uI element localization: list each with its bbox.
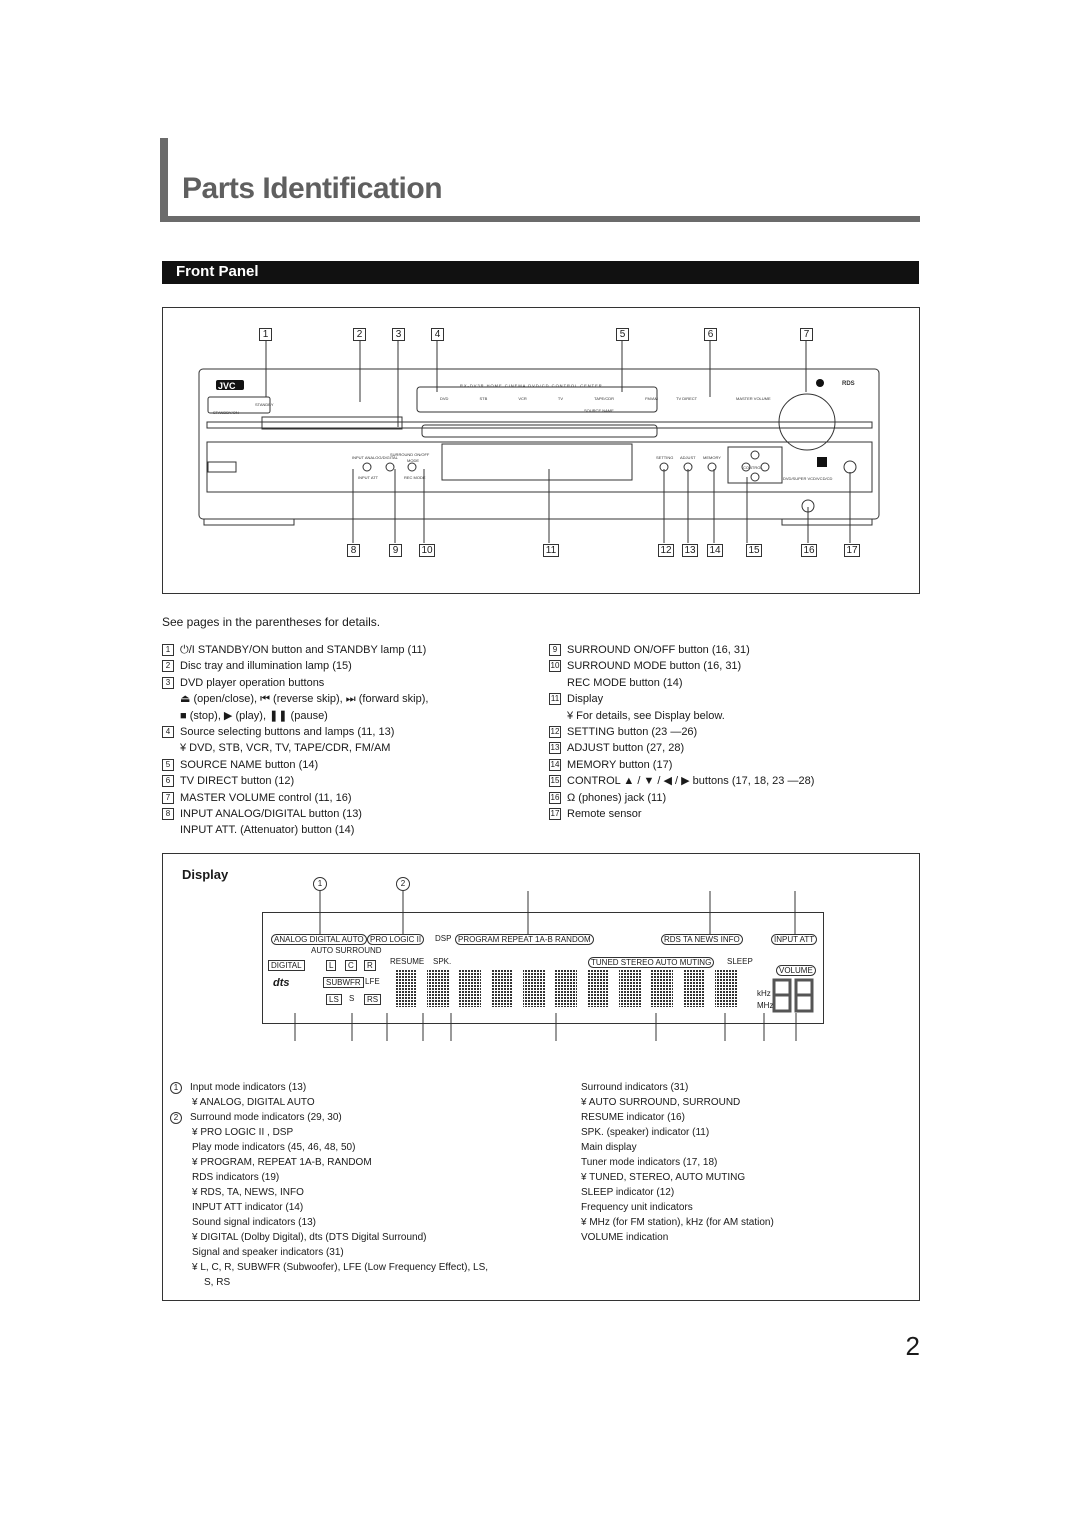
section-title: Front Panel <box>176 263 259 280</box>
callout-15: 15 <box>746 544 762 557</box>
main-dot-matrix-display <box>393 967 753 1011</box>
list-item: 16 Ω (phones) jack (11) <box>550 791 667 804</box>
input-att-indicator: INPUT ATT <box>771 934 817 945</box>
section-header-bar <box>162 261 919 284</box>
master-volume-label: MASTER VOLUME <box>736 396 771 401</box>
tuner-indicators: TUNED STEREO AUTO MUTING <box>588 957 714 968</box>
input-analog-digital-label: INPUT ANALOG/DIGITAL <box>352 455 398 460</box>
list-item: ¥ For details, see Display below. <box>567 709 725 722</box>
callout-12: 12 <box>658 544 674 557</box>
input-mode-indicators: ANALOG DIGITAL AUTO <box>271 934 367 945</box>
auto-surround-indicator: AUTO SURROUND <box>311 946 382 955</box>
source-tv[interactable]: TV <box>557 396 563 401</box>
callout-8: 8 <box>347 544 360 557</box>
model-text: RX-DV3R HOME CINEMA DVD/CD CONTROL CENTER <box>460 383 603 388</box>
list-item: Main display <box>581 1142 637 1153</box>
list-item: 9 SURROUND ON/OFF button (16, 31) <box>549 642 814 658</box>
speaker-l: L <box>326 960 336 971</box>
list-item: 2 Surround mode indicators (29, 30) <box>170 1110 488 1125</box>
list-item: 12 SETTING button (23 —26) <box>550 726 698 739</box>
list-item: 10 SURROUND MODE button (16, 31) <box>550 660 742 673</box>
list-item: 4 Source selecting buttons and lamps (11, 13) <box>162 724 428 740</box>
rec-mode-label: REC MODE <box>404 475 426 480</box>
title-rule <box>160 216 920 222</box>
sleep-indicator: SLEEP <box>727 957 753 966</box>
source-stb[interactable]: STB <box>479 396 488 401</box>
play-mode-indicators: PROGRAM REPEAT 1A-B RANDOM <box>455 934 594 945</box>
list-item: INPUT ATT. (Attenuator) button (14) <box>180 824 355 837</box>
list-item: 11 Display <box>550 693 604 706</box>
resume-indicator: RESUME <box>390 957 425 966</box>
list-item: S, RS <box>204 1277 231 1288</box>
speaker-ls: LS <box>326 994 342 1005</box>
source-vcr[interactable]: VCR <box>518 396 527 401</box>
list-item: Signal and speaker indicators (31) <box>192 1247 344 1258</box>
source-buttons <box>440 396 658 401</box>
list-item: Tuner mode indicators (17, 18) <box>581 1157 718 1168</box>
list-item: Sound signal indicators (13) <box>192 1217 316 1228</box>
surround-label: SURROUND ON/OFF <box>390 452 430 457</box>
list-item: 2 Disc tray and illumination lamp (15) <box>162 658 428 674</box>
callout-16: 16 <box>801 544 817 557</box>
callout-17: 17 <box>844 544 860 557</box>
callout-6: 6 <box>704 328 717 341</box>
dts-indicator: dts <box>273 977 290 989</box>
subwfr-indicator: SUBWFR <box>323 977 364 988</box>
list-item: ¥ DIGITAL (Dolby Digital), dts (DTS Digital Surround) <box>192 1232 427 1243</box>
brand-logo: JVC <box>218 381 236 391</box>
list-item: 8 INPUT ANALOG/DIGITAL button (13) <box>162 806 428 822</box>
list-item: ¥ PRO LOGIC II , DSP <box>192 1127 294 1138</box>
dolby-digital-indicator: DIGITAL <box>268 960 305 971</box>
spk-indicator: SPK. <box>433 957 452 966</box>
callout-1: 1 <box>259 328 272 341</box>
list-item: 7 MASTER VOLUME control (11, 16) <box>162 790 428 806</box>
list-item: ¥ TUNED, STEREO, AUTO MUTING <box>581 1172 746 1183</box>
memory-label: MEMORY <box>703 455 721 460</box>
prologic-indicator: PRO LOGIC II <box>367 934 424 945</box>
power-label: STANDBY/ON <box>213 410 239 415</box>
page-title: Parts Identification <box>182 172 443 205</box>
rds-logo: RDS <box>842 381 855 387</box>
source-name-label: SOURCE NAME <box>584 408 614 413</box>
list-item: 6 TV DIRECT button (12) <box>162 773 428 789</box>
display-list-right <box>581 1080 774 1245</box>
volume-indicator: VOLUME <box>776 965 816 976</box>
list-item: Surround indicators (31) <box>581 1082 689 1093</box>
list-item: SLEEP indicator (12) <box>581 1187 675 1198</box>
khz-indicator: kHz <box>757 989 771 998</box>
callout-13: 13 <box>682 544 698 557</box>
speaker-r: R <box>364 960 376 971</box>
list-item: 5 SOURCE NAME button (14) <box>162 757 428 773</box>
list-item: 13 ADJUST button (27, 28) <box>550 742 685 755</box>
lcd-display <box>262 912 824 1024</box>
display-title: Display <box>182 867 229 882</box>
list-item: RDS indicators (19) <box>192 1172 280 1183</box>
list-item: ¥ ANALOG, DIGITAL AUTO <box>192 1097 315 1108</box>
title-accent-bar <box>160 138 168 222</box>
list-item: 17 Remote sensor <box>550 808 642 821</box>
callout-2: 2 <box>353 328 366 341</box>
list-item: INPUT ATT indicator (14) <box>192 1202 304 1213</box>
callout-11: 11 <box>543 544 559 557</box>
list-item: Play mode indicators (45, 46, 48, 50) <box>192 1142 356 1153</box>
list-item: 15 CONTROL ▲ / ▼ / ◀ / ▶ buttons (17, 18, 23 —28) <box>550 775 815 788</box>
details-note: See pages in the parentheses for details. <box>162 615 381 629</box>
callout-10: 10 <box>419 544 435 557</box>
list-item: REC MODE button (14) <box>567 676 683 689</box>
callout-9: 9 <box>389 544 402 557</box>
source-fmam[interactable]: FM/AM <box>645 396 658 401</box>
list-item: 3 DVD player operation buttons <box>162 675 428 691</box>
parts-list-left <box>162 642 428 839</box>
list-item: ¥ L, C, R, SUBWFR (Subwoofer), LFE (Low Frequency Effect), LS, <box>192 1262 489 1273</box>
volume-7seg-display <box>771 977 817 1015</box>
list-item: ⏏ (open/close), ⏮ (reverse skip), ⏭ (forward skip), <box>180 693 429 706</box>
list-item: RESUME indicator (16) <box>581 1112 685 1123</box>
callout-3: 3 <box>392 328 405 341</box>
list-item: 1 Input mode indicators (13) <box>170 1080 488 1095</box>
list-item: 1 ⏻/I STANDBY/ON button and STANDBY lamp (11) <box>162 642 428 658</box>
mode-label: MODE <box>407 458 419 463</box>
source-dvd[interactable]: DVD <box>440 396 449 401</box>
speaker-rs: RS <box>364 994 381 1005</box>
list-item: ¥ MHz (for FM station), kHz (for AM station) <box>581 1217 774 1228</box>
display-callout-1: 1 <box>313 877 327 891</box>
standby-label: STANDBY <box>255 402 274 407</box>
adjust-label: ADJUST <box>680 455 696 460</box>
parts-list-right <box>549 642 814 822</box>
dsp-indicator: DSP <box>435 934 452 943</box>
speaker-s: S <box>349 994 355 1003</box>
list-item: ¥ RDS, TA, NEWS, INFO <box>192 1187 304 1198</box>
page-number: 2 <box>905 1331 920 1361</box>
callout-5: 5 <box>616 328 629 341</box>
display-callout-2: 2 <box>396 877 410 891</box>
setting-label: SETTING <box>656 455 674 460</box>
list-item: SPK. (speaker) indicator (11) <box>581 1127 710 1138</box>
callout-14: 14 <box>707 544 723 557</box>
rds-indicators: RDS TA NEWS INFO <box>661 934 743 945</box>
list-item: Frequency unit indicators <box>581 1202 693 1213</box>
source-tapecdr[interactable]: TAPE/CDR <box>594 396 614 401</box>
list-item: ¥ PROGRAM, REPEAT 1A-B, RANDOM <box>192 1157 372 1168</box>
disc-logo-label: DVD/SUPER VCD/VCD/CD <box>783 476 833 481</box>
display-list-left <box>170 1080 488 1290</box>
list-item: 14 MEMORY button (17) <box>550 758 673 771</box>
callout-7: 7 <box>800 328 813 341</box>
tv-direct-label: TV DIRECT <box>676 396 698 401</box>
list-item: ¥ AUTO SURROUND, SURROUND <box>581 1097 741 1108</box>
list-item: ¥ DVD, STB, VCR, TV, TAPE/CDR, FM/AM <box>180 742 391 755</box>
mhz-indicator: MHz <box>757 1001 774 1010</box>
callout-4: 4 <box>431 328 444 341</box>
control-label: CONTROL <box>743 465 763 470</box>
lfe-indicator: LFE <box>365 977 380 986</box>
speaker-c: C <box>345 960 357 971</box>
list-item: VOLUME indication <box>581 1232 669 1243</box>
input-att-label: INPUT ATT <box>358 475 379 480</box>
list-item: ■ (stop), ▶ (play), ❚❚ (pause) <box>180 709 328 722</box>
